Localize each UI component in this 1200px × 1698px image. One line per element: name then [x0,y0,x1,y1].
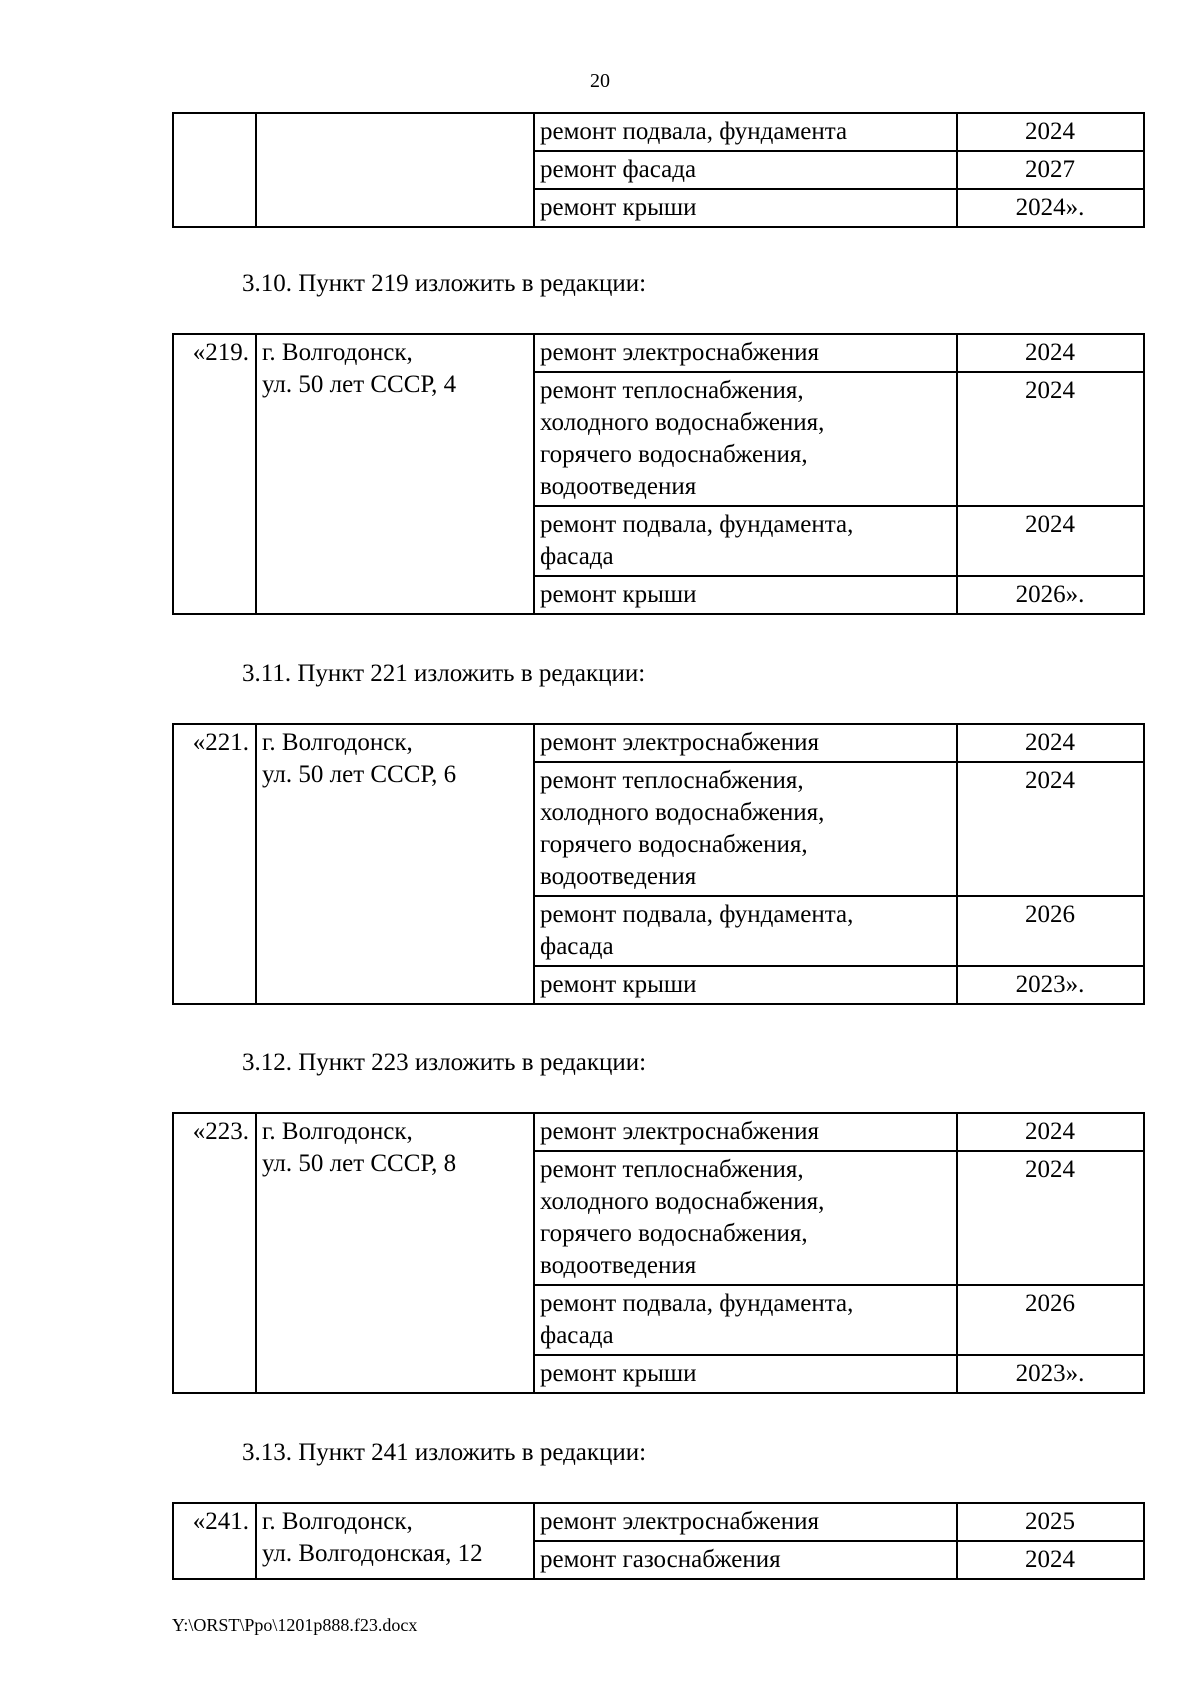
year-cell: 2024 [957,113,1144,151]
work-type-cell [534,151,957,189]
address-cell [256,1503,534,1579]
year-cell: 2027 [957,151,1144,189]
work-type-cell [534,896,957,966]
work-type-cell [534,762,957,896]
work-type-cell [534,1113,957,1151]
work-line: ремонт электроснабжения [540,729,819,756]
work-type-cell [534,966,957,1004]
work-line: холодного водоснабжения, [540,799,825,826]
work-line: фасада [540,1322,614,1349]
work-type-cell [534,113,957,151]
address-line: ул. 50 лет СССР, 4 [262,371,457,398]
repair-table [172,723,1145,1005]
work-line: фасада [540,543,614,570]
address-cell [256,724,534,1004]
work-line: горячего водоснабжения, [540,831,808,858]
address-line: ул. Волгодонская, 12 [262,1540,483,1567]
work-line: горячего водоснабжения, [540,441,808,468]
address-cell [256,1113,534,1393]
work-line: ремонт крыши [540,581,697,608]
work-line: водоотведения [540,863,697,890]
work-type-cell [534,1355,957,1393]
work-line: ремонт электроснабжения [540,1508,819,1535]
page-number: 20 [590,70,610,92]
item-number: «221. [173,724,256,1004]
table-item-219 [172,333,1145,615]
paragraph-3-10: 3.10. Пункт 219 изложить в редакции: [242,270,647,297]
repair-table [172,333,1145,615]
table-item-223 [172,1112,1145,1394]
year-cell: 2024 [957,1541,1144,1579]
item-number [173,113,256,227]
address-line: ул. 50 лет СССР, 6 [262,761,457,788]
footer-file-path: Y:\ORST\Ppo\1201p888.f23.docx [172,1615,418,1635]
work-line: ремонт теплоснабжения, [540,767,804,794]
address-cell [256,334,534,614]
year-cell: 2024». [957,189,1144,227]
table-continuation [172,112,1145,228]
work-line: ремонт газоснабжения [540,1546,781,1573]
work-line: холодного водоснабжения, [540,409,825,436]
item-number: «219. [173,334,256,614]
work-type-cell [534,1151,957,1285]
address-line: ул. 50 лет СССР, 8 [262,1150,457,1177]
paragraph-3-11: 3.11. Пункт 221 изложить в редакции: [242,660,646,687]
year-cell: 2026 [957,1285,1144,1355]
work-type-cell [534,189,957,227]
address-line: г. Волгодонск, [262,1118,413,1145]
work-type-cell [534,372,957,506]
work-line: ремонт подвала, фундамента, [540,511,854,538]
work-line: ремонт электроснабжения [540,339,819,366]
table-row [173,113,1144,151]
year-cell: 2026». [957,576,1144,614]
table-row [173,724,1144,762]
address-line: г. Волгодонск, [262,1508,413,1535]
work-line: ремонт крыши [540,1360,697,1387]
item-number: «223. [173,1113,256,1393]
work-type-cell [534,1285,957,1355]
year-cell: 2024 [957,724,1144,762]
work-line: ремонт подвала, фундамента, [540,901,854,928]
work-line: водоотведения [540,473,697,500]
address-line: г. Волгодонск, [262,339,413,366]
work-line: ремонт электроснабжения [540,1118,819,1145]
work-type-cell [534,506,957,576]
work-type-cell [534,576,957,614]
item-number: «241. [173,1503,256,1579]
table-item-221 [172,723,1145,1005]
address-line: г. Волгодонск, [262,729,413,756]
work-line: холодного водоснабжения, [540,1188,825,1215]
work-type-cell [534,1503,957,1541]
work-line: ремонт крыши [540,971,697,998]
work-line: водоотведения [540,1252,697,1279]
work-line: ремонт теплоснабжения, [540,1156,804,1183]
table-row [173,1113,1144,1151]
work-line: ремонт подвала, фундамента, [540,1290,854,1317]
work-line: горячего водоснабжения, [540,1220,808,1247]
year-cell: 2025 [957,1503,1144,1541]
repair-table [172,1112,1145,1394]
year-cell: 2024 [957,1151,1144,1285]
work-line: ремонт фасада [540,156,697,183]
table-row [173,334,1144,372]
work-line: фасада [540,933,614,960]
year-cell: 2026 [957,896,1144,966]
work-type-cell [534,724,957,762]
year-cell: 2023». [957,1355,1144,1393]
paragraph-3-12: 3.12. Пункт 223 изложить в редакции: [242,1049,647,1076]
work-line: ремонт теплоснабжения, [540,377,804,404]
work-type-cell [534,334,957,372]
year-cell: 2024 [957,506,1144,576]
work-line: ремонт крыши [540,194,697,221]
year-cell: 2024 [957,762,1144,896]
year-cell: 2023». [957,966,1144,1004]
repair-table [172,112,1145,228]
address-cell [256,113,534,227]
year-cell: 2024 [957,334,1144,372]
work-type-cell [534,1541,957,1579]
year-cell: 2024 [957,372,1144,506]
repair-table [172,1502,1145,1580]
work-line: ремонт подвала, фундамента [540,118,848,145]
paragraph-3-13: 3.13. Пункт 241 изложить в редакции: [242,1439,647,1466]
year-cell: 2024 [957,1113,1144,1151]
table-row [173,1503,1144,1541]
table-item-241 [172,1502,1145,1580]
